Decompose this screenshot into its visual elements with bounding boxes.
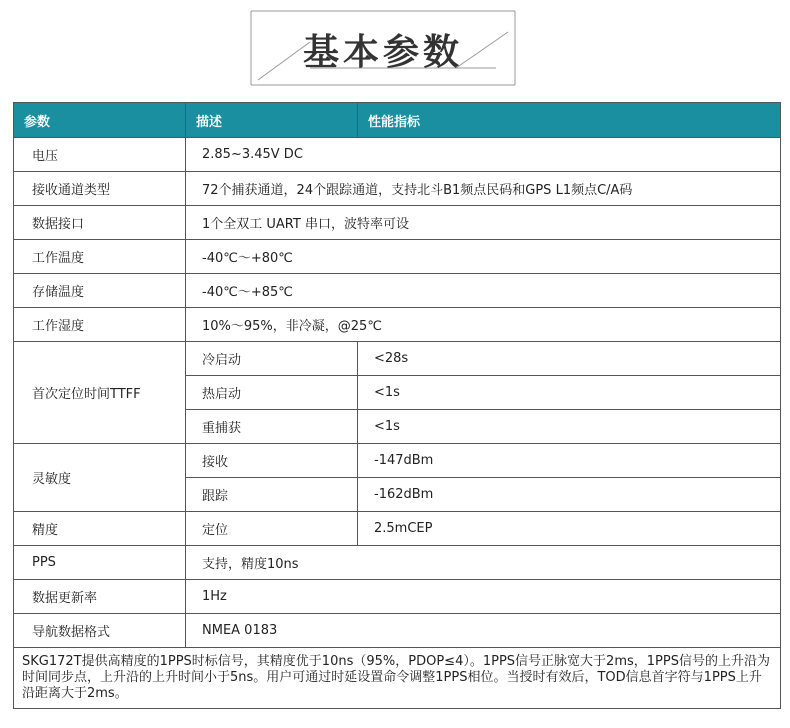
column-header: 性能指标 bbox=[358, 103, 781, 138]
param-value: <28s bbox=[358, 342, 781, 376]
sub-param-label: 重捕获 bbox=[186, 410, 358, 444]
table-note-row bbox=[14, 648, 781, 709]
table-row bbox=[14, 206, 781, 240]
page-title: 基本参数 bbox=[302, 32, 463, 73]
param-label: 数据接口 bbox=[14, 206, 186, 240]
sub-param-label: 冷启动 bbox=[186, 342, 358, 376]
table-row bbox=[14, 614, 781, 648]
param-value: -40℃～+80℃ bbox=[186, 240, 781, 274]
param-value: NMEA 0183 bbox=[186, 614, 781, 648]
table-row bbox=[14, 546, 781, 580]
param-value: 1Hz bbox=[186, 580, 781, 614]
param-value: 支持，精度10ns bbox=[186, 546, 781, 580]
column-header: 描述 bbox=[186, 103, 358, 138]
param-value: 10%～95%，非冷凝，@25℃ bbox=[186, 308, 781, 342]
param-label: 存储温度 bbox=[14, 274, 186, 308]
param-label: 电压 bbox=[14, 138, 186, 172]
table-row bbox=[14, 138, 781, 172]
spec-table bbox=[13, 102, 781, 709]
param-label: 精度 bbox=[14, 512, 186, 546]
title-banner bbox=[250, 10, 516, 86]
param-label: 首次定位时间TTFF bbox=[14, 342, 186, 444]
param-label: 工作温度 bbox=[14, 240, 186, 274]
table-row bbox=[14, 342, 781, 376]
sub-param-label: 跟踪 bbox=[186, 478, 358, 512]
param-value: <1s bbox=[358, 410, 781, 444]
table-row bbox=[14, 274, 781, 308]
table-row bbox=[14, 172, 781, 206]
sub-param-label: 热启动 bbox=[186, 376, 358, 410]
sub-param-label: 接收 bbox=[186, 444, 358, 478]
param-label: 灵敏度 bbox=[14, 444, 186, 512]
column-header: 参数 bbox=[14, 103, 186, 138]
param-value: 1个全双工 UART 串口，波特率可设 bbox=[186, 206, 781, 240]
param-label: 工作湿度 bbox=[14, 308, 186, 342]
sub-param-label: 定位 bbox=[186, 512, 358, 546]
param-label: 导航数据格式 bbox=[14, 614, 186, 648]
table-row bbox=[14, 240, 781, 274]
param-value: 2.85~3.45V DC bbox=[186, 138, 781, 172]
table-row bbox=[14, 580, 781, 614]
param-value: -40℃～+85℃ bbox=[186, 274, 781, 308]
param-value: <1s bbox=[358, 376, 781, 410]
param-label: 数据更新率 bbox=[14, 580, 186, 614]
param-value: 2.5mCEP bbox=[358, 512, 781, 546]
table-row bbox=[14, 512, 781, 546]
param-label: 接收通道类型 bbox=[14, 172, 186, 206]
param-value: -162dBm bbox=[358, 478, 781, 512]
pps-note: SKG172T提供高精度的1PPS时标信号，其精度优于10ns（95%，PDOP≤4）。1PPS信号正脉宽大于2ms，1PPS信号的上升沿为时间同步点，上升沿的上升时间小于5ns。用户可通过时延设置命令调整1PPS相位。当授时有效后，TOD信息首字符与1PPS上升沿距离大于2ms。 bbox=[14, 648, 781, 709]
param-label: PPS bbox=[14, 546, 186, 580]
param-value: 72个捕获通道，24个跟踪通道，支持北斗B1频点民码和GPS L1频点C/A码 bbox=[186, 172, 781, 206]
table-row bbox=[14, 308, 781, 342]
table-row bbox=[14, 444, 781, 478]
table-header-row bbox=[14, 103, 781, 138]
param-value: -147dBm bbox=[358, 444, 781, 478]
